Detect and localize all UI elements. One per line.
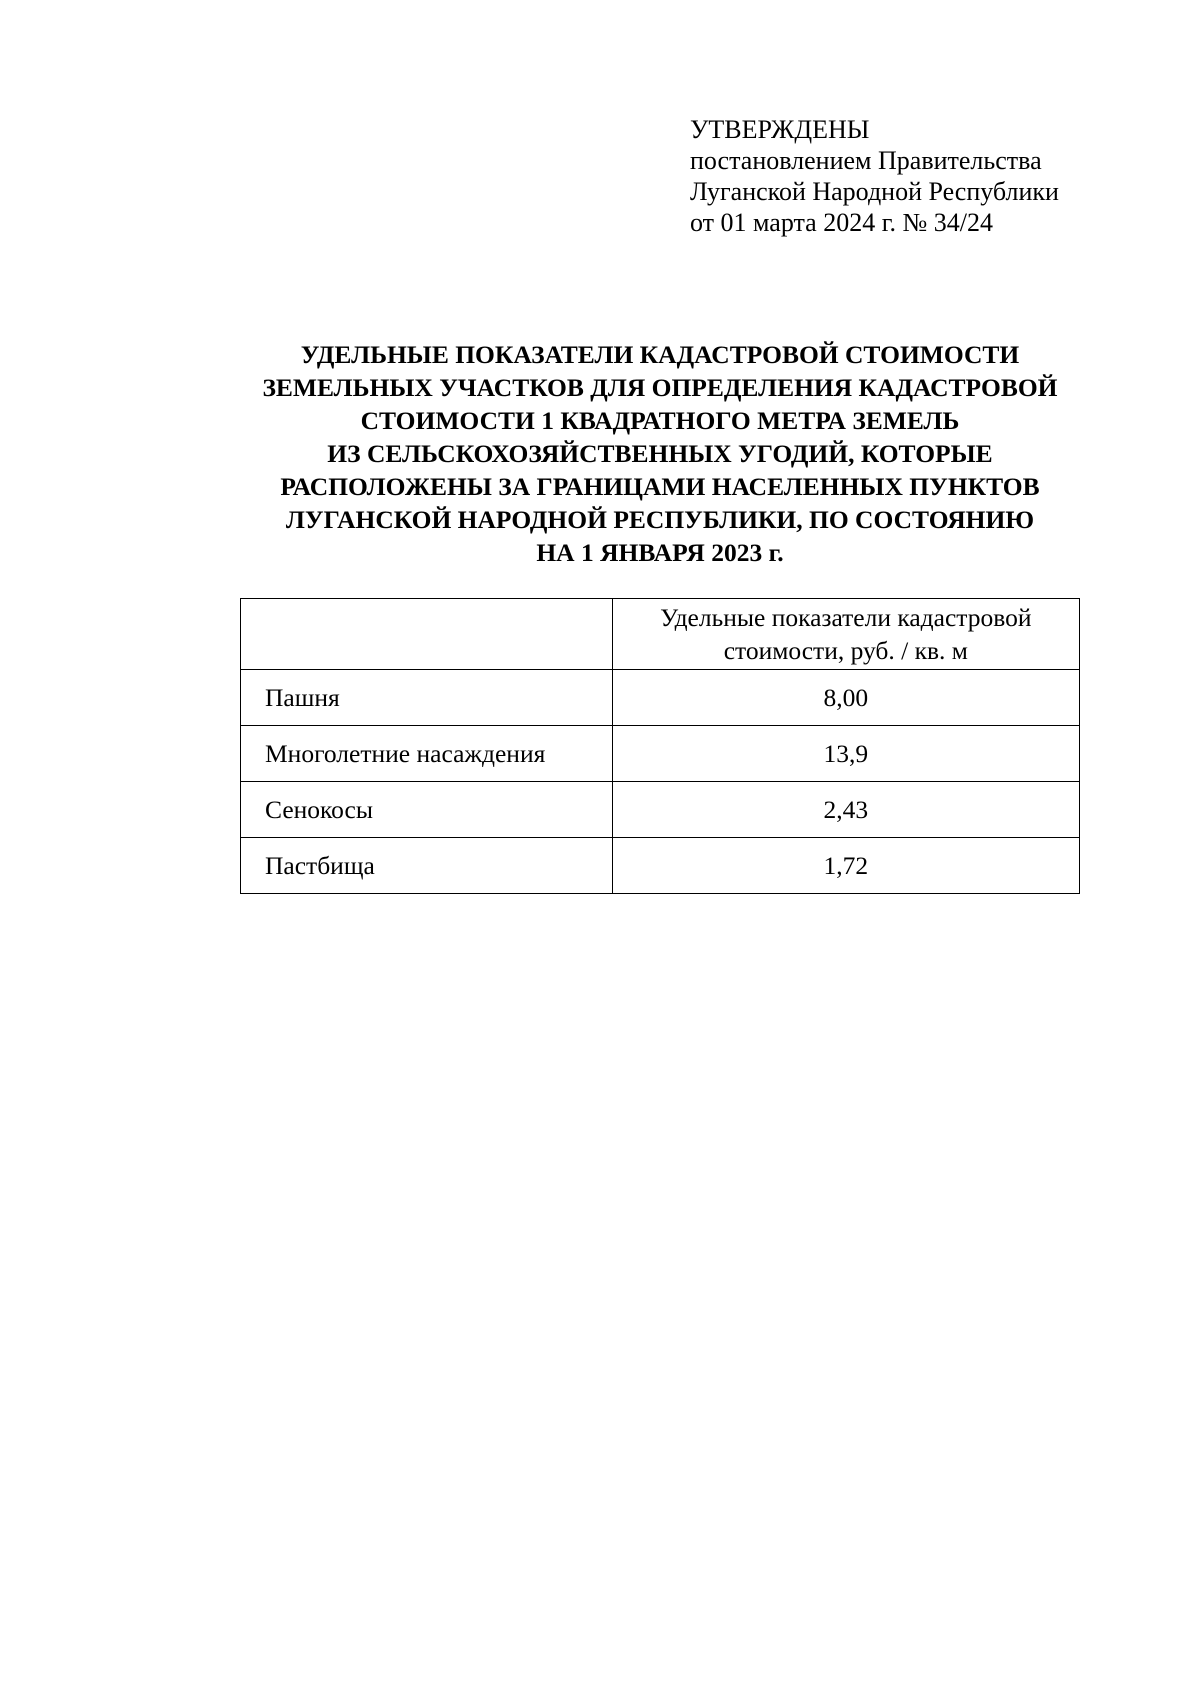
- table-row: [241, 838, 1080, 894]
- document-title: [150, 338, 1170, 569]
- table-row: [241, 670, 1080, 726]
- title-line: УДЕЛЬНЫЕ ПОКАЗАТЕЛИ КАДАСТРОВОЙ СТОИМОСТИ: [300, 340, 1020, 369]
- header-cell-value: [612, 599, 1079, 670]
- land-type-cell: Многолетние насаждения: [241, 726, 613, 782]
- approval-block: [690, 114, 1170, 238]
- cadastral-values-table: [240, 598, 1080, 894]
- header-cell-land-type: [241, 599, 613, 670]
- value-cell: 2,43: [612, 782, 1079, 838]
- title-line: СТОИМОСТИ 1 КВАДРАТНОГО МЕТРА ЗЕМЕЛЬ: [360, 406, 960, 435]
- title-line: РАСПОЛОЖЕНЫ ЗА ГРАНИЦАМИ НАСЕЛЕННЫХ ПУНКТОВ: [280, 472, 1040, 501]
- land-type-cell: Сенокосы: [241, 782, 613, 838]
- header-line: стоимости, руб. / кв. м: [723, 636, 968, 665]
- approval-line: постановлением Правительства: [690, 146, 1042, 175]
- table-row: [241, 782, 1080, 838]
- header-line: Удельные показатели кадастровой: [660, 603, 1032, 632]
- table-row: [241, 726, 1080, 782]
- approval-line: от 01 марта 2024 г. № 34/24: [690, 208, 993, 237]
- land-type-cell: Пашня: [241, 670, 613, 726]
- approval-line: УТВЕРЖДЕНЫ: [690, 115, 870, 144]
- title-line: ЗЕМЕЛЬНЫХ УЧАСТКОВ ДЛЯ ОПРЕДЕЛЕНИЯ КАДАСТРОВОЙ: [262, 373, 1058, 402]
- value-cell: 1,72: [612, 838, 1079, 894]
- title-line: ЛУГАНСКОЙ НАРОДНОЙ РЕСПУБЛИКИ, ПО СОСТОЯНИЮ: [285, 505, 1035, 534]
- approval-line: Луганской Народной Республики: [690, 177, 1059, 206]
- value-cell: 8,00: [612, 670, 1079, 726]
- title-line: ИЗ СЕЛЬСКОХОЗЯЙСТВЕННЫХ УГОДИЙ, КОТОРЫЕ: [327, 439, 993, 468]
- value-cell: 13,9: [612, 726, 1079, 782]
- land-type-cell: Пастбища: [241, 838, 613, 894]
- table-header-row: [241, 599, 1080, 670]
- title-line: НА 1 ЯНВАРЯ 2023 г.: [536, 538, 784, 567]
